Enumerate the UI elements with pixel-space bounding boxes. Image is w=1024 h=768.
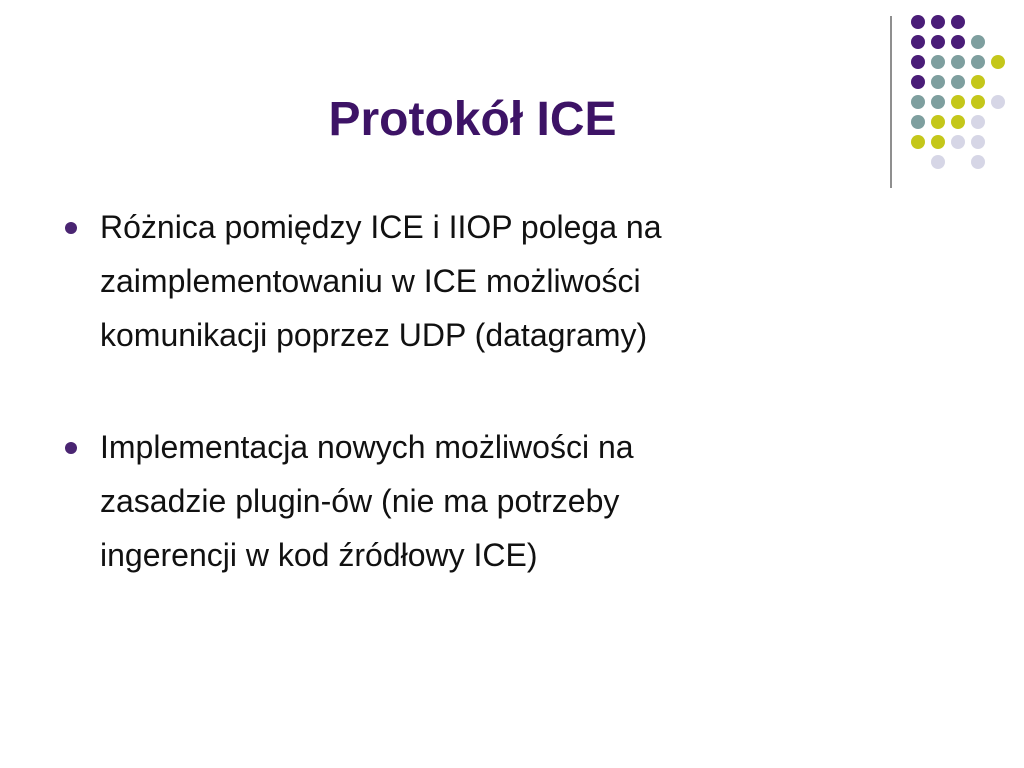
decor-dot bbox=[911, 135, 925, 149]
decor-dot bbox=[931, 95, 945, 109]
decor-dot bbox=[991, 95, 1005, 109]
decor-dot bbox=[931, 135, 945, 149]
bullet-text: Implementacja nowych możliwości na zasadzie plugin-ów (nie ma potrzeby ingerencji w kod źródłowy ICE) bbox=[100, 429, 634, 573]
decor-dot bbox=[971, 35, 985, 49]
decor-dot bbox=[991, 55, 1005, 69]
bullet-item bbox=[62, 420, 942, 582]
bullet-icon bbox=[65, 222, 77, 234]
decor-dot bbox=[911, 75, 925, 89]
bullet-list bbox=[62, 200, 942, 640]
decor-dot bbox=[951, 95, 965, 109]
decor-dot bbox=[911, 55, 925, 69]
decor-dot bbox=[971, 95, 985, 109]
decor-dot bbox=[931, 15, 945, 29]
decor-dot bbox=[931, 35, 945, 49]
decor-dot bbox=[911, 35, 925, 49]
decor-dot bbox=[911, 115, 925, 129]
decor-dot bbox=[951, 55, 965, 69]
decor-dot bbox=[931, 115, 945, 129]
decor-dot bbox=[971, 155, 985, 169]
bullet-text: Różnica pomiędzy ICE i IIOP polega na zaimplementowaniu w ICE możliwości komunikacji poprzez UDP (datagramy) bbox=[100, 209, 662, 353]
decor-dot bbox=[951, 35, 965, 49]
decor-dot bbox=[971, 75, 985, 89]
vertical-divider bbox=[890, 16, 892, 188]
decor-dot bbox=[951, 75, 965, 89]
decor-dot bbox=[931, 75, 945, 89]
decor-dot bbox=[931, 55, 945, 69]
decor-dot bbox=[931, 155, 945, 169]
decor-dot bbox=[951, 135, 965, 149]
bullet-icon bbox=[65, 442, 77, 454]
decor-dot bbox=[971, 55, 985, 69]
decor-dot bbox=[911, 15, 925, 29]
decor-dot bbox=[951, 15, 965, 29]
decor-dot bbox=[971, 135, 985, 149]
slide-title: Protokół ICE bbox=[328, 93, 617, 146]
bullet-item bbox=[62, 200, 942, 362]
decor-dot bbox=[971, 115, 985, 129]
decor-dot bbox=[951, 115, 965, 129]
decor-dot bbox=[911, 95, 925, 109]
